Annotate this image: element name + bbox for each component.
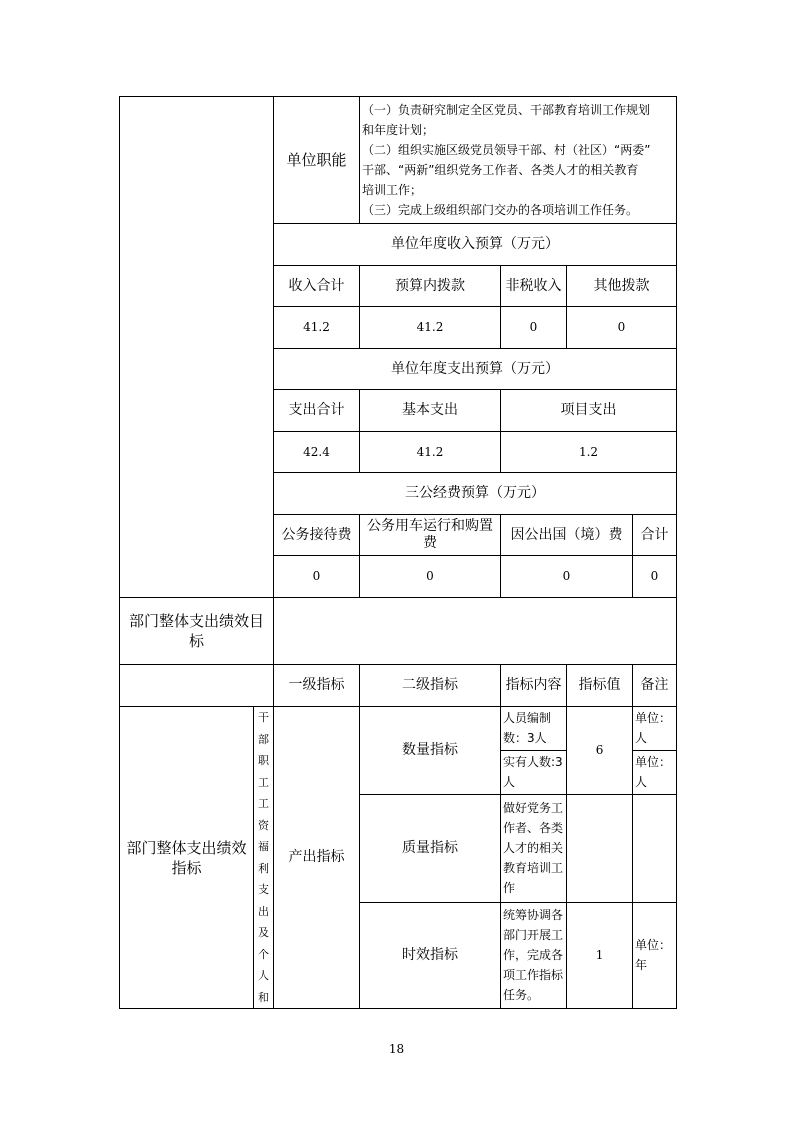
- three-header: 合计: [633, 515, 677, 556]
- indicator-content: 实有人数:3人: [501, 750, 567, 794]
- indicator-content: 统筹协调各部门开展工作，完成各项工作指标任务。: [501, 902, 567, 1008]
- three-public-title: 三公经费预算（万元）: [274, 473, 677, 515]
- expense-header: 项目支出: [501, 390, 677, 432]
- three-header: 因公出国（境）费: [501, 515, 633, 556]
- expense-value: 42.4: [274, 432, 360, 473]
- three-value: 0: [633, 556, 677, 598]
- performance-table: [119, 597, 677, 1009]
- income-value: 41.2: [274, 307, 360, 349]
- performance-goal-label: 部门整体支出绩效目标: [120, 598, 274, 665]
- income-header: 收入合计: [274, 266, 360, 307]
- unit-function-label: 单位职能: [274, 97, 360, 224]
- left-blank-cell: [120, 97, 274, 598]
- income-header: 非税收入: [501, 266, 567, 307]
- function-line: （二）组织实施区级党员领导干部、村（社区）“两委”: [362, 143, 651, 157]
- budget-table: [119, 96, 677, 598]
- indicator-note: 单位：人: [633, 750, 677, 794]
- level1-indicator: 产出指标: [274, 707, 360, 1009]
- indicator-header: 备注: [633, 665, 677, 707]
- three-value: 0: [274, 556, 360, 598]
- income-value: 0: [501, 307, 567, 349]
- three-header: 公务用车运行和购置费: [360, 515, 501, 556]
- income-value: 0: [567, 307, 677, 349]
- level2-indicator: 数量指标: [360, 707, 501, 795]
- expense-header: 基本支出: [360, 390, 501, 432]
- performance-indicator-label: 部门整体支出绩效指标: [120, 707, 254, 1009]
- indicator-content: 做好党务工作者、各类人才的相关教育培训工作: [501, 794, 567, 902]
- indicator-note: [633, 794, 677, 902]
- indicator-note: 单位：人: [633, 707, 677, 751]
- three-value: 0: [501, 556, 633, 598]
- expense-header: 支出合计: [274, 390, 360, 432]
- page-number: 18: [388, 1042, 405, 1056]
- indicator-header: 一级指标: [274, 665, 360, 707]
- function-line: （三）完成上级组织部门交办的各项培训工作任务。: [362, 203, 639, 217]
- income-header: 其他拨款: [567, 266, 677, 307]
- indicator-value: [567, 794, 633, 902]
- indicator-value: 6: [567, 707, 633, 795]
- indicator-content: 人员编制数：3人: [501, 707, 567, 751]
- function-line: 干部、“两新”组织党务工作者、各类人才的相关教育: [362, 163, 639, 177]
- indicator-value: 1: [567, 902, 633, 1008]
- income-header: 预算内拨款: [360, 266, 501, 307]
- unit-function-text: [360, 97, 677, 224]
- three-value: 0: [360, 556, 501, 598]
- income-value: 41.2: [360, 307, 501, 349]
- income-budget-title: 单位年度收入预算（万元）: [274, 224, 677, 266]
- indicator-header: 指标值: [567, 665, 633, 707]
- expense-budget-title: 单位年度支出预算（万元）: [274, 349, 677, 390]
- indicator-header: 二级指标: [360, 665, 501, 707]
- function-line: 培训工作；: [362, 183, 423, 197]
- performance-goal-value: [274, 598, 677, 665]
- expense-value: 1.2: [501, 432, 677, 473]
- function-line: 和年度计划；: [362, 123, 435, 137]
- level2-indicator: 时效指标: [360, 902, 501, 1008]
- function-line: （一）负责研究制定全区党员、干部教育培训工作规划: [362, 103, 651, 117]
- indicator-header: 指标内容: [501, 665, 567, 707]
- level2-indicator: 质量指标: [360, 794, 501, 902]
- project-vertical-text: 干 部 职 工 工 资 福 利 支 出 及 个 人 和: [254, 707, 274, 1009]
- indicator-note: 单位：年: [633, 902, 677, 1008]
- three-header: 公务接待费: [274, 515, 360, 556]
- expense-value: 41.2: [360, 432, 501, 473]
- blank-cell: [120, 665, 274, 707]
